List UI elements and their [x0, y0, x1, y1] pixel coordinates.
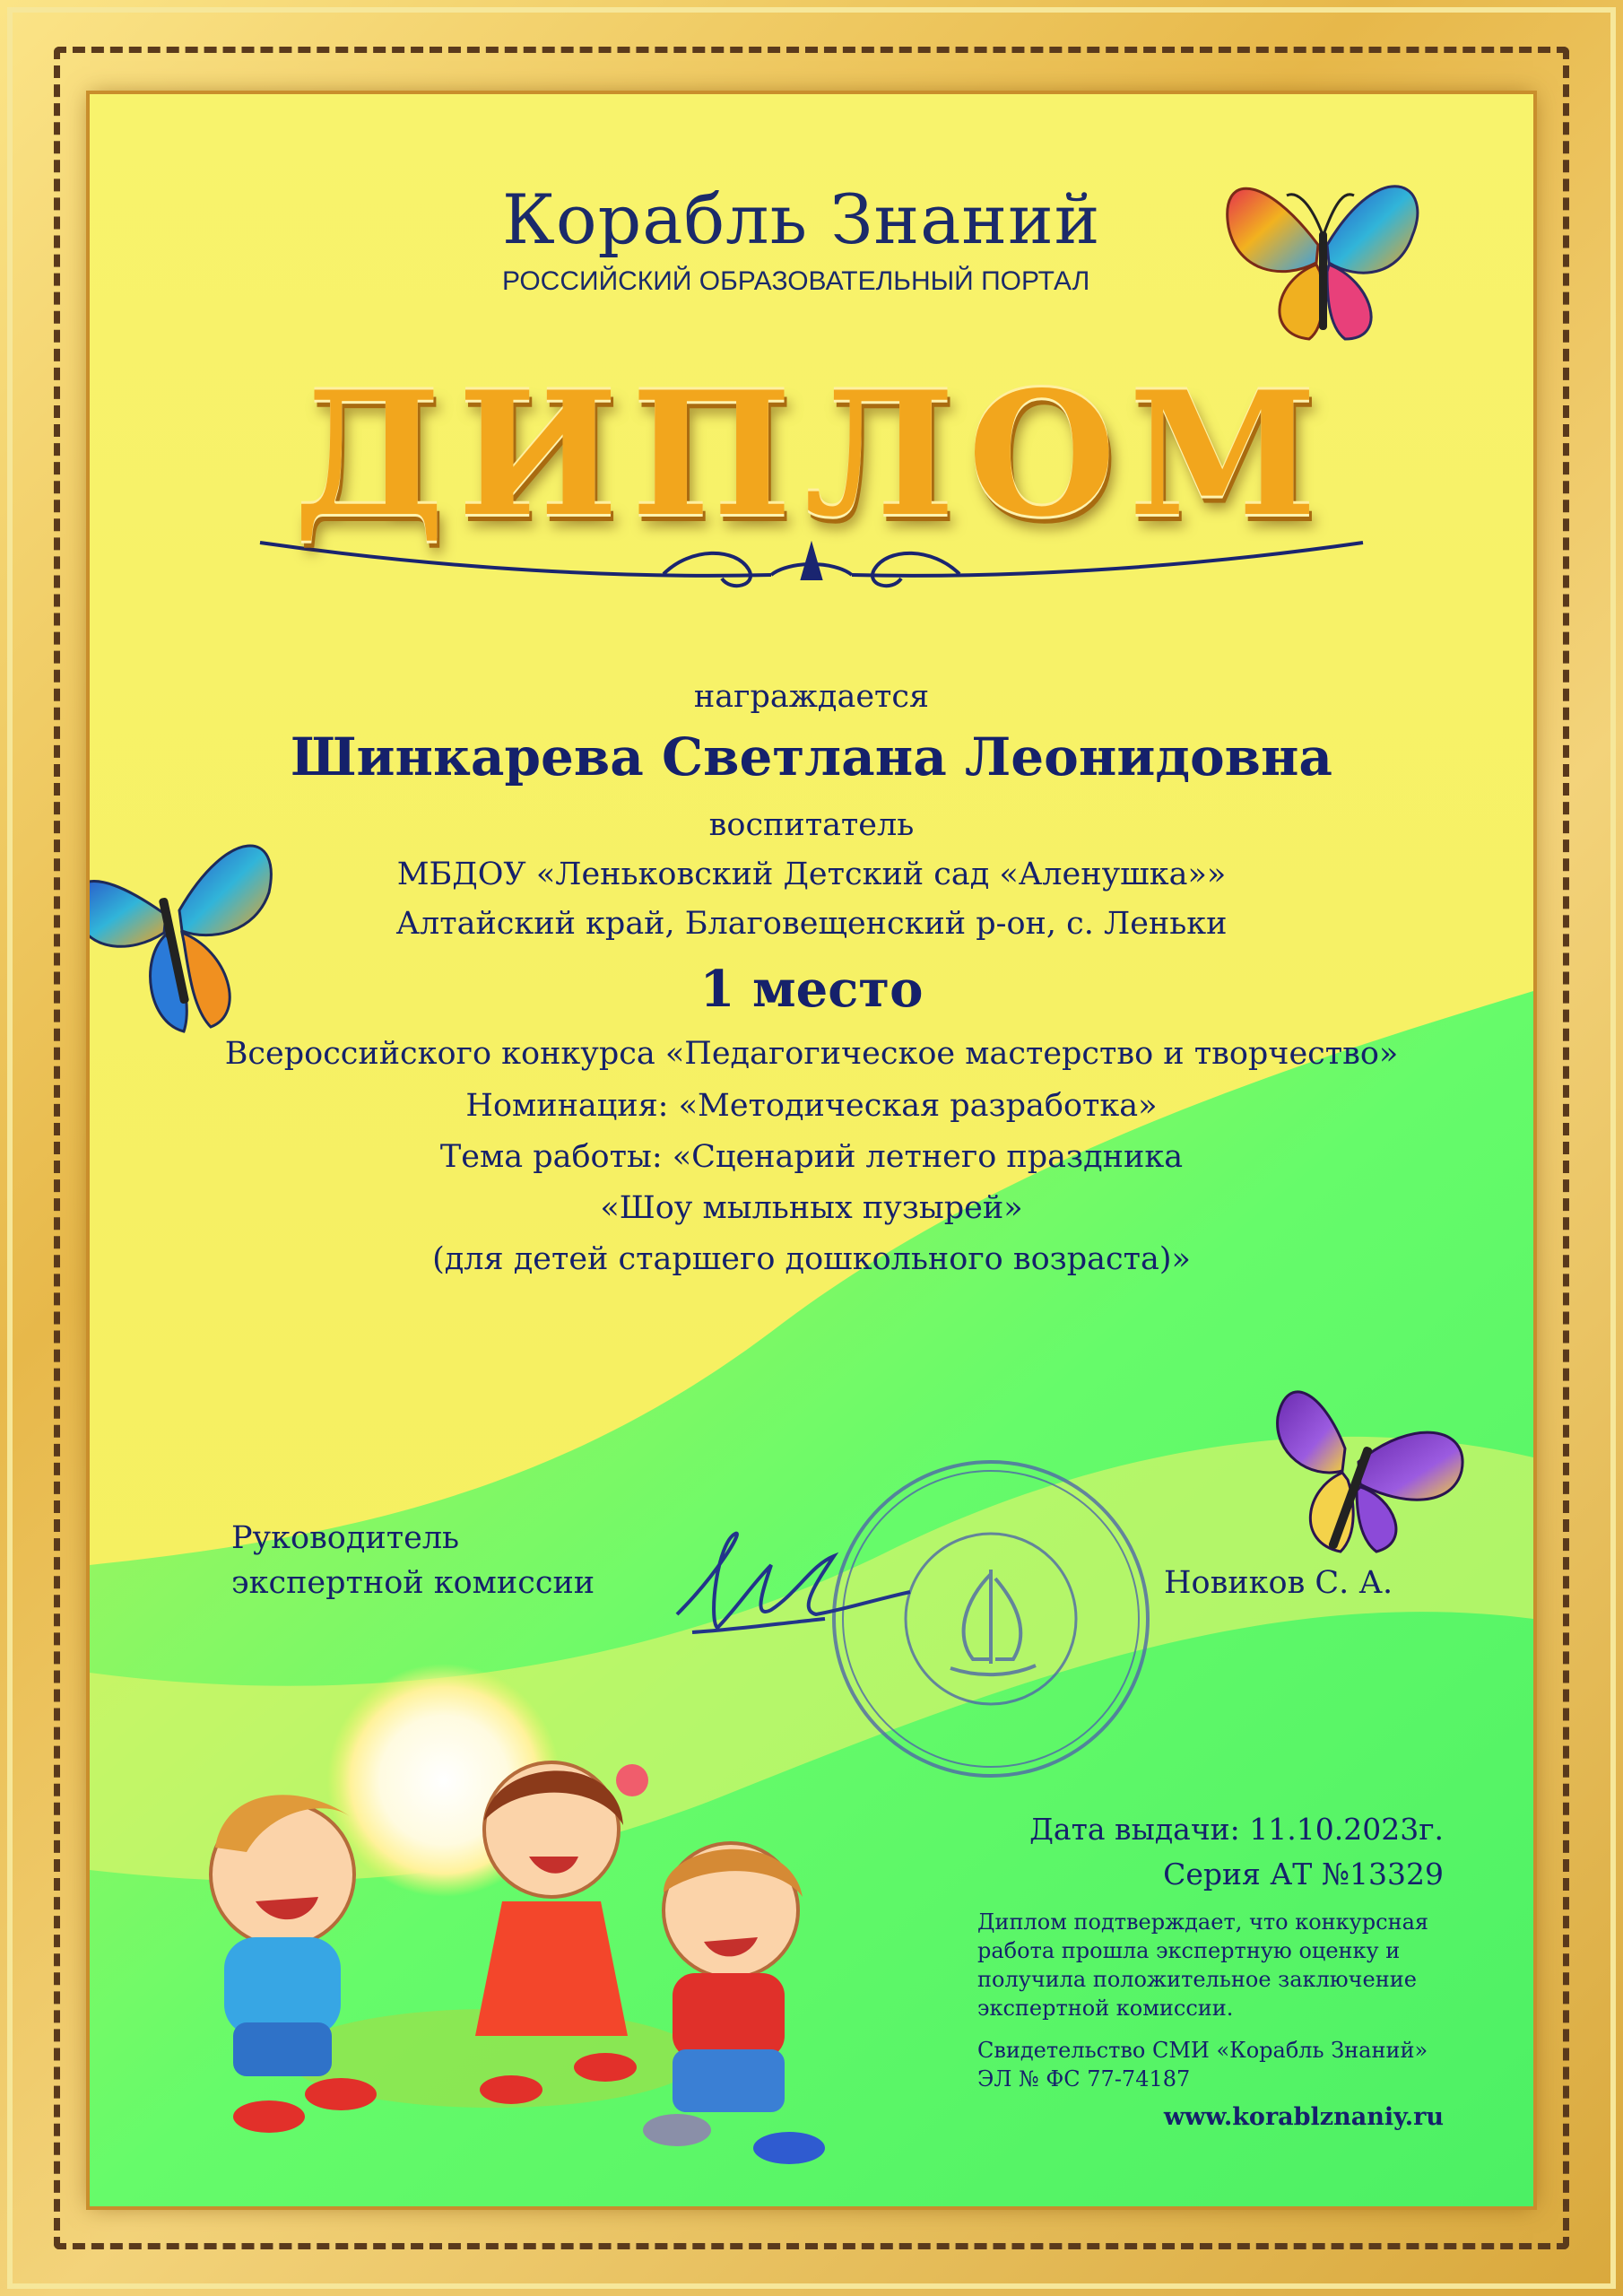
contest-name: Всероссийского конкурса «Педагогическое мастерство и творчество»	[224, 1036, 1399, 1072]
recipient-position: воспитатель	[708, 807, 915, 843]
recipient-name: Шинкарева Светлана Леонидовна	[290, 726, 1333, 787]
nomination: Номинация: «Методическая разработка»	[465, 1088, 1158, 1124]
media-line-1: Свидетельство СМИ «Корабль Знаний»	[977, 2038, 1428, 2063]
confirm-line-2: работа прошла экспертную оценку и	[977, 1938, 1401, 1963]
topic-line-1: Тема работы: «Сценарий летнего праздника	[439, 1139, 1184, 1175]
logo-subtitle: РОССИЙСКИЙ ОБРАЗОВАТЕЛЬНЫЙ ПОРТАЛ	[502, 266, 1090, 296]
confirm-line-1: Диплом подтверждает, что конкурсная	[977, 1909, 1429, 1935]
signer-name: Новиков С. А.	[1164, 1565, 1393, 1601]
issue-date: Дата выдачи: 11.10.2023г.	[1029, 1812, 1444, 1847]
media-line-2: ЭЛ № ФС 77-74187	[977, 2066, 1191, 2092]
recipient-organization: МБДОУ «Леньковский Детский сад «Аленушка»»	[396, 857, 1227, 892]
recipient-location: Алтайский край, Благовещенский р-он, с. Леньки	[395, 906, 1228, 942]
signer-label-line-1: Руководитель	[231, 1520, 460, 1556]
confirm-line-4: экспертной комиссии.	[977, 1996, 1234, 2021]
website-link[interactable]: www.korablznaniy.ru	[1163, 2103, 1444, 2131]
diploma-title: ДИПЛОМ	[293, 354, 1330, 554]
series-number: Серия АТ №13329	[1163, 1857, 1444, 1892]
confirm-line-3: получила положительное заключение	[977, 1967, 1417, 1992]
diploma-sheet	[90, 94, 1533, 2206]
topic-line-3: (для детей старшего дошкольного возраста)»	[432, 1241, 1191, 1277]
topic-line-2: «Шоу мыльных пузырей»	[600, 1190, 1023, 1226]
award-place: 1 место	[699, 960, 924, 1019]
signer-label-line-2: экспертной комиссии	[231, 1565, 595, 1601]
logo-title: Корабль Знаний	[502, 179, 1101, 259]
awarded-label: награждается	[693, 679, 930, 715]
